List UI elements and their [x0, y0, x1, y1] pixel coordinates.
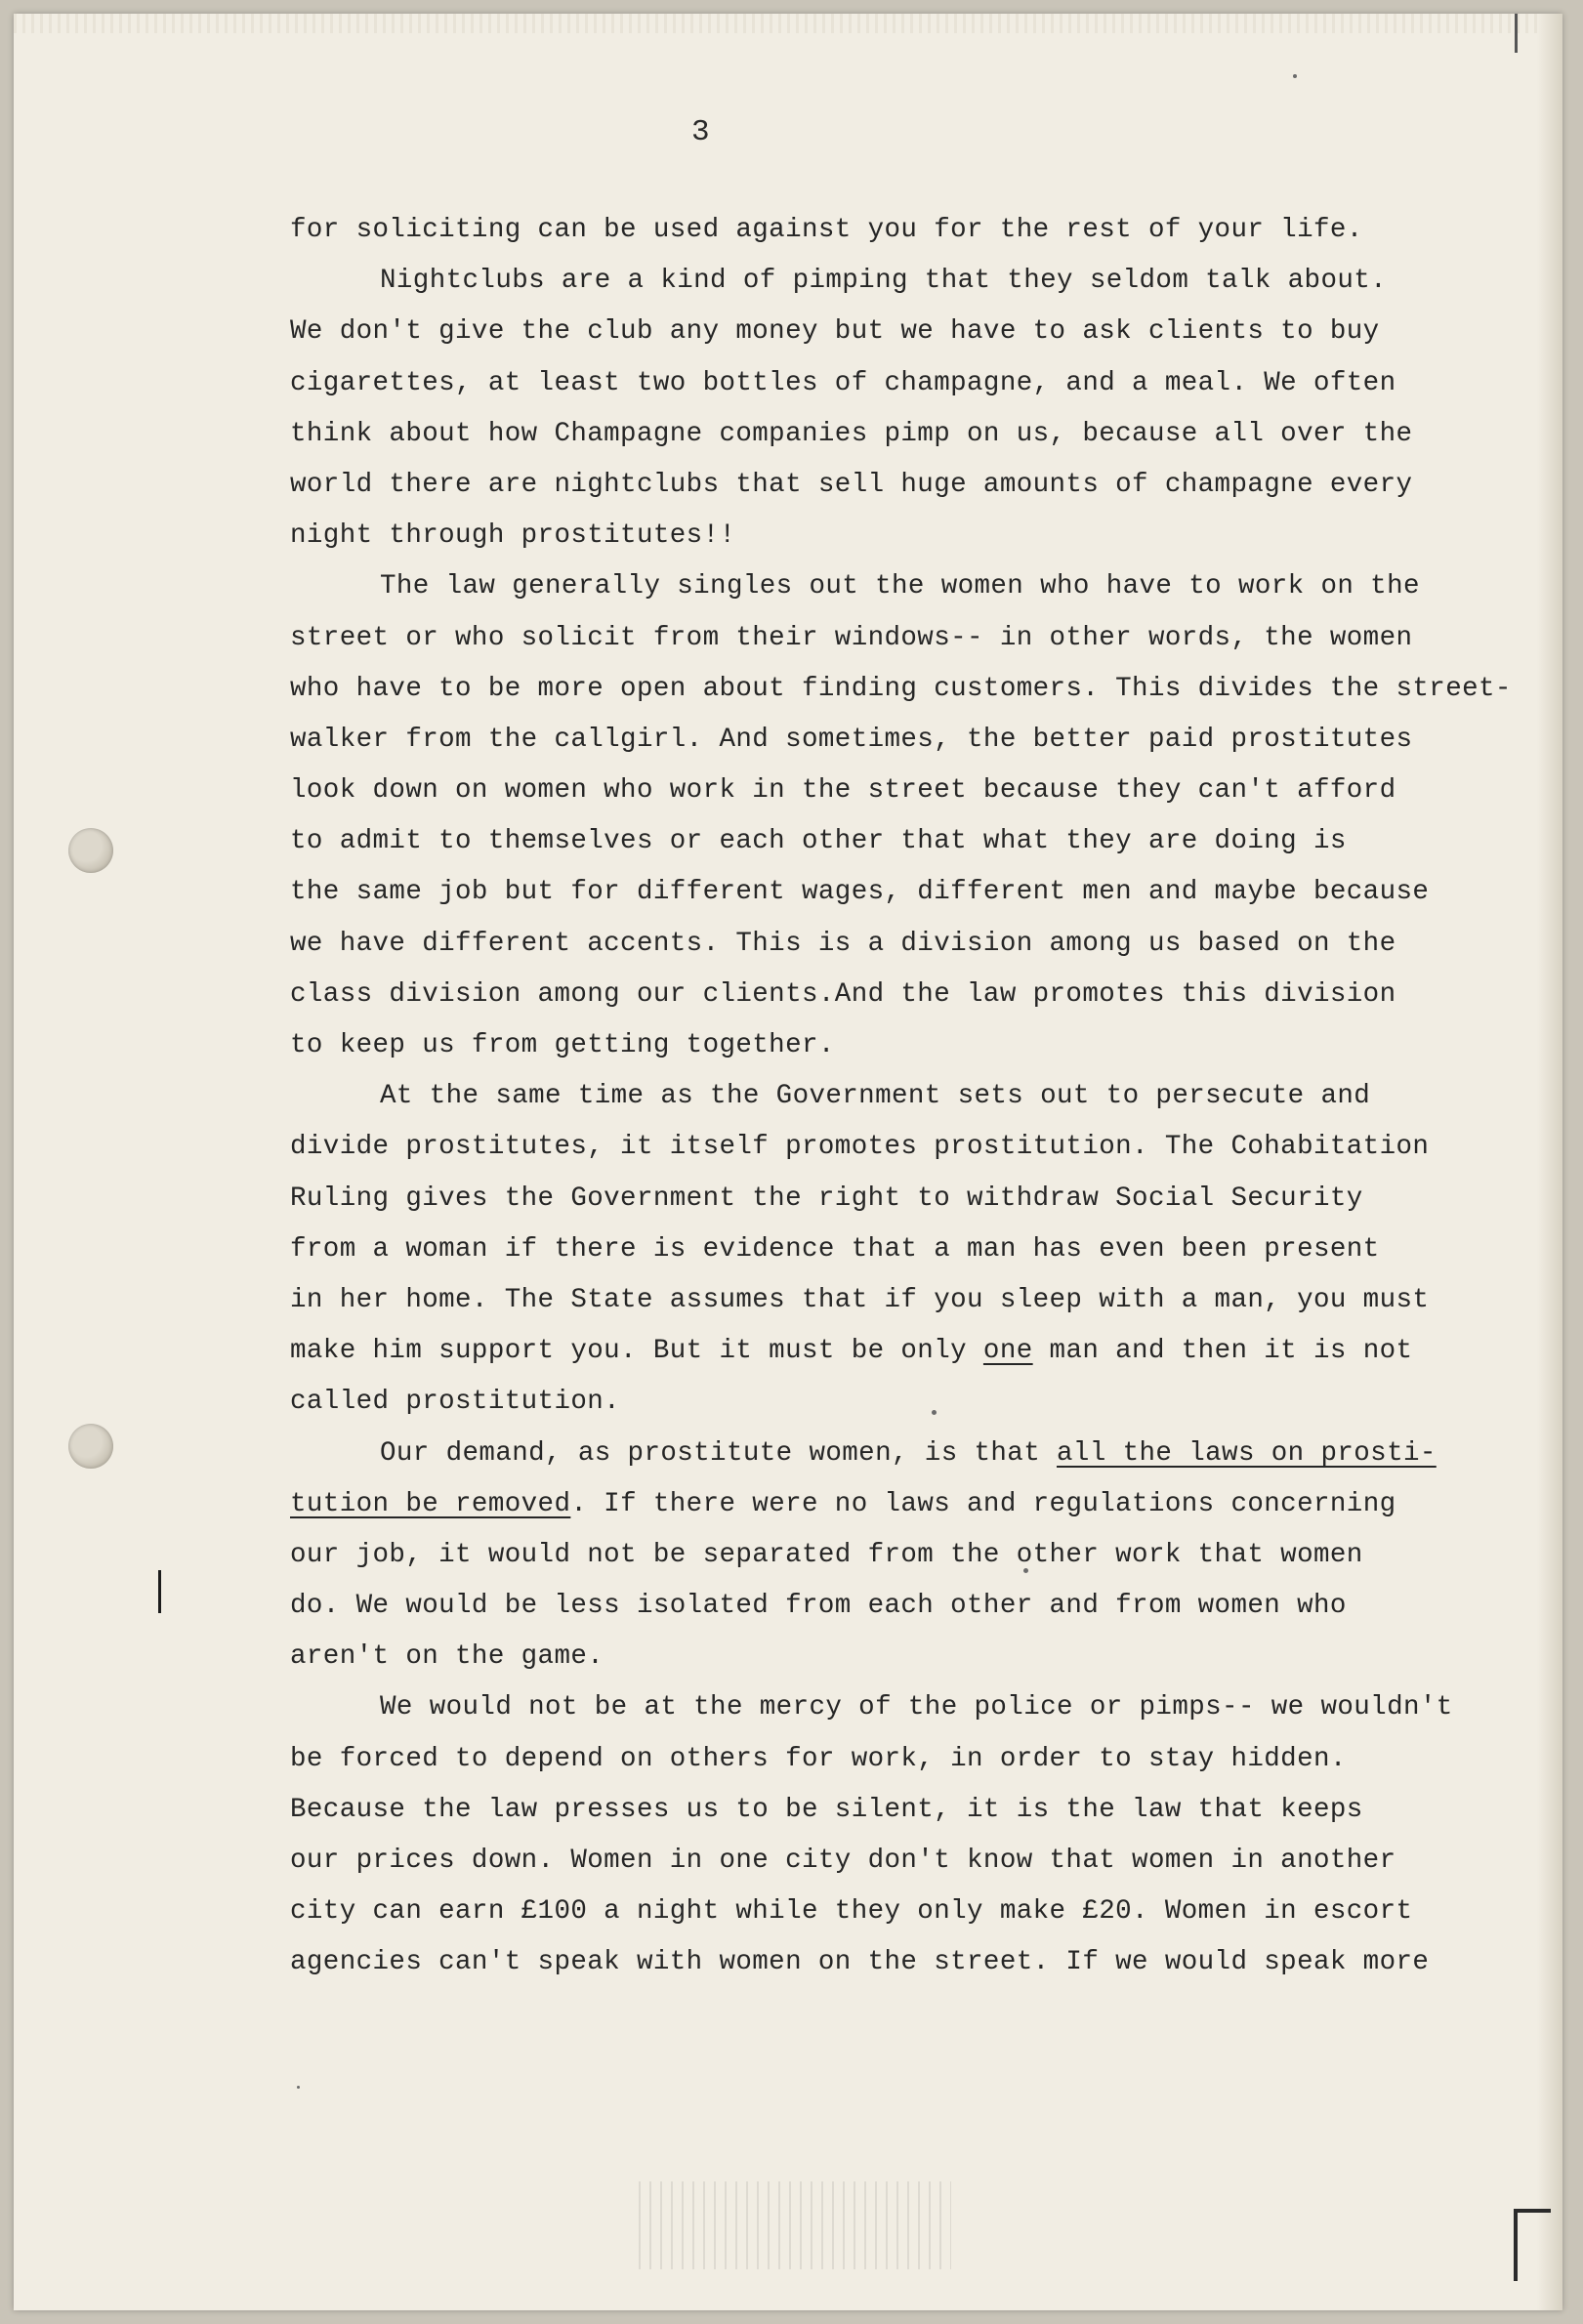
- margin-mark: [158, 1570, 161, 1613]
- line-text: our job, it would not be separated from the other work that women: [290, 1539, 1363, 1570]
- text-line: [290, 511, 1517, 561]
- line-text: Because the law presses us to be silent, it is the law that keeps: [290, 1794, 1363, 1825]
- text-line: [290, 1020, 1517, 1071]
- text-line: [290, 664, 1517, 715]
- line-text: think about how Champagne companies pimp on us, because all over the: [290, 418, 1413, 449]
- line-text: Nightclubs are a kind of pimping that they seldom talk about.: [380, 266, 1388, 297]
- text-line: [290, 1071, 1517, 1122]
- line-text: man and then it is not: [1032, 1336, 1413, 1367]
- text-line: [290, 1326, 1517, 1377]
- text-line: [290, 766, 1517, 816]
- text-line: [290, 1377, 1517, 1428]
- punch-hole-upper: [68, 828, 113, 873]
- text-line: [290, 460, 1517, 511]
- text-line: [290, 1174, 1517, 1224]
- line-text: we have different accents. This is a division among us based on the: [290, 928, 1396, 959]
- punch-hole-lower: [68, 1424, 113, 1469]
- text-line: [290, 1785, 1517, 1836]
- text-line: [290, 1937, 1517, 1988]
- line-text: aren't on the game.: [290, 1641, 604, 1673]
- paper-right-edge: [1537, 14, 1562, 2310]
- text-line: [290, 1632, 1517, 1682]
- line-text: for soliciting can be used against you for the rest of your life.: [290, 215, 1363, 245]
- line-text: world there are nightclubs that sell huge amounts of champagne every: [290, 469, 1413, 500]
- text-line: [290, 561, 1517, 612]
- text-line: [290, 409, 1517, 460]
- line-text: At the same time as the Government sets out to persecute and: [380, 1081, 1371, 1112]
- line-text: cigarettes, at least two bottles of champagne, and a meal. We often: [290, 367, 1396, 398]
- text-line: [290, 1581, 1517, 1632]
- underlined-text: tution be removed: [290, 1488, 571, 1519]
- text-line: [290, 1122, 1517, 1173]
- text-line: [290, 970, 1517, 1020]
- text-line: [290, 205, 1517, 256]
- corner-mark-top: [1515, 14, 1551, 53]
- line-text: be forced to depend on others for work, in order to stay hidden.: [290, 1743, 1347, 1774]
- torn-top-edge: [14, 14, 1562, 33]
- text-line: [290, 715, 1517, 766]
- line-text: do. We would be less isolated from each other and from women who: [290, 1591, 1347, 1622]
- line-text: to admit to themselves or each other that what they are doing is: [290, 826, 1347, 857]
- text-line: [290, 919, 1517, 970]
- text-line: [290, 867, 1517, 918]
- line-text: from a woman if there is evidence that a man has even been present: [290, 1233, 1380, 1265]
- text-line: [290, 358, 1517, 409]
- line-text: called prostitution.: [290, 1387, 621, 1418]
- line-text: Our demand, as prostitute women, is that: [380, 1437, 1058, 1469]
- bottom-smudge: [639, 2181, 951, 2269]
- line-text: . If there were no laws and regulations concerning: [570, 1488, 1396, 1519]
- line-text: to keep us from getting together.: [290, 1030, 835, 1060]
- line-text: the same job but for different wages, different men and maybe because: [290, 877, 1430, 908]
- line-text: in her home. The State assumes that if you sleep with a man, you must: [290, 1284, 1430, 1315]
- text-line: [290, 1429, 1517, 1479]
- text-line: [290, 1479, 1517, 1530]
- text-line: [290, 1682, 1517, 1733]
- line-text: our prices down. Women in one city don't know that women in another: [290, 1846, 1396, 1876]
- text-line: [290, 256, 1517, 307]
- line-text: We don't give the club any money but we have to ask clients to buy: [290, 316, 1380, 348]
- line-text: Ruling gives the Government the right to withdraw Social Security: [290, 1183, 1363, 1214]
- speck: [1293, 74, 1297, 78]
- line-text: walker from the callgirl. And sometimes, the better paid prostitutes: [290, 724, 1413, 755]
- text-line: [290, 1224, 1517, 1275]
- line-text: agencies can't speak with women on the street. If we would speak more: [290, 1947, 1430, 1978]
- line-text: night through prostitutes!!: [290, 520, 736, 552]
- text-line: [290, 1275, 1517, 1326]
- line-text: divide prostitutes, it itself promotes prostitution. The Cohabitation: [290, 1132, 1430, 1163]
- text-line: [290, 1887, 1517, 1937]
- text-line: [290, 1530, 1517, 1581]
- line-text: look down on women who work in the street because they can't afford: [290, 775, 1396, 807]
- line-text: The law generally singles out the women who have to work on the: [380, 571, 1420, 602]
- corner-mark-bottom: [1514, 2209, 1551, 2281]
- text-line: [290, 307, 1517, 357]
- typewritten-page: [14, 14, 1562, 2310]
- line-text: make him support you. But it must be only: [290, 1336, 983, 1367]
- page-number: 3: [691, 115, 710, 149]
- line-text: class division among our clients.And the law promotes this division: [290, 978, 1396, 1010]
- speck: [297, 2086, 300, 2089]
- text-line: [290, 816, 1517, 867]
- underlined-text: one: [982, 1336, 1033, 1367]
- text-line: [290, 1836, 1517, 1887]
- text-line: [290, 613, 1517, 664]
- underlined-text: all the laws on prosti-: [1057, 1437, 1437, 1469]
- line-text: street or who solicit from their windows-- in other words, the women: [290, 622, 1413, 653]
- line-text: who have to be more open about finding customers. This divides the street-: [290, 673, 1512, 704]
- body-text: [290, 205, 1517, 1989]
- line-text: city can earn £100 a night while they only make £20. Women in escort: [290, 1896, 1413, 1928]
- text-line: [290, 1734, 1517, 1785]
- line-text: We would not be at the mercy of the police or pimps-- we wouldn't: [380, 1692, 1453, 1723]
